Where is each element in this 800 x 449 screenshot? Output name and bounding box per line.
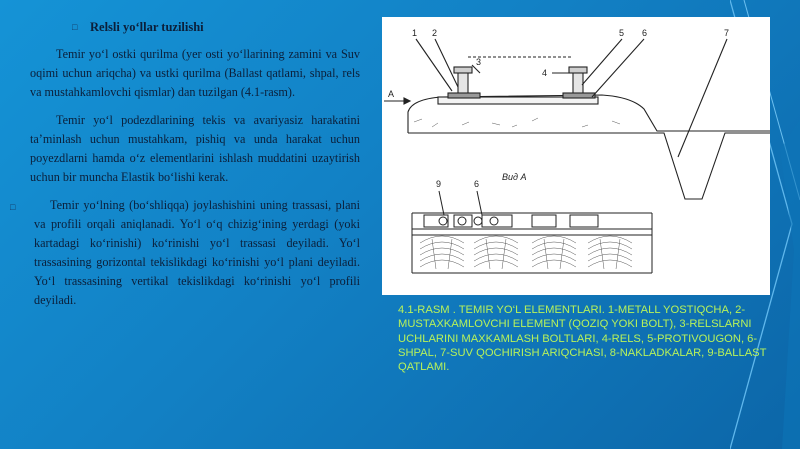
fig-label: 6 [474,179,480,189]
fig-label: 1 [412,28,418,38]
fig-label: 3 [476,57,482,67]
bullet-paragraph [10,196,360,310]
title-text: Relsli yo‘llar tuzilishi [90,20,204,34]
text-column [10,18,360,319]
fig-label: 5 [619,28,625,38]
bullet-icon: □ [72,22,78,32]
fig-label: A [388,89,395,99]
figure-caption: 4.1-RASM . TEMIR YO‘L ELEMENTLARI. 1-METALL YOSTIQCHA, 2-MUSTAXKAMLOVCHI ELEMENT (QOZIQ YOKI BOLT), 3-RELSLARNI UCHLARINI MAXKAMLASH BOLTLARI, 4-RELS, 5-PROTIVOUGON, 6-SHPAL, 7-SUV QOCHIRISH ARIQCHASI, 8-NAKLADKALAR, 9-BALLAST QATLAMI. [398,304,767,374]
bullet-paragraph-text: Temir yo‘lning (bo‘shliqqa) joylashishini uning trassasi, plani va profili orqali aniqlanadi. Yo‘l o‘q chizig‘ining yerdagi (yoki kartadagi ko‘rinishi) ko‘rinishi yo‘l trassasi deyiladi. Yo‘l trassasining gorizontal tekislikdagi ko‘rinishi yo‘l plani deyiladi. Yo‘l trassasining vertikal tekislikdagi ko‘rinishi yo‘l profili deyiladi. [34,198,360,307]
railway-diagram-svg [382,17,770,295]
fig-label: 9 [436,179,442,189]
railway-diagram [382,17,770,295]
view-label: Вид А [502,172,527,182]
fig-label: 2 [432,28,438,38]
paragraph-1: Temir yo‘l ostki qurilma (yer osti yo‘llarining zamini va Suv oqimi uchun ariqcha) va ustki qurilma (Ballast qatlami, shpal, rels va mustahkamlovchi qismlar) dan tuzilgan (4.1-rasm). [30,47,360,99]
section-title [72,18,360,37]
fig-label: 7 [724,28,730,38]
fig-label: 4 [542,68,548,78]
bullet-icon: □ [10,202,16,212]
paragraph-2: Temir yo‘l podezdlarining tekis va avariyasiz harakatini ta’minlash uchun mustahkam, pishiq va unda harakat uchun poyezdlarni hamda o‘z elementlarini ishlash muddatini uzaytirish uchun bir muncha Elastik bo‘lishi kerak. [30,113,360,184]
fig-label: 6 [642,28,648,38]
